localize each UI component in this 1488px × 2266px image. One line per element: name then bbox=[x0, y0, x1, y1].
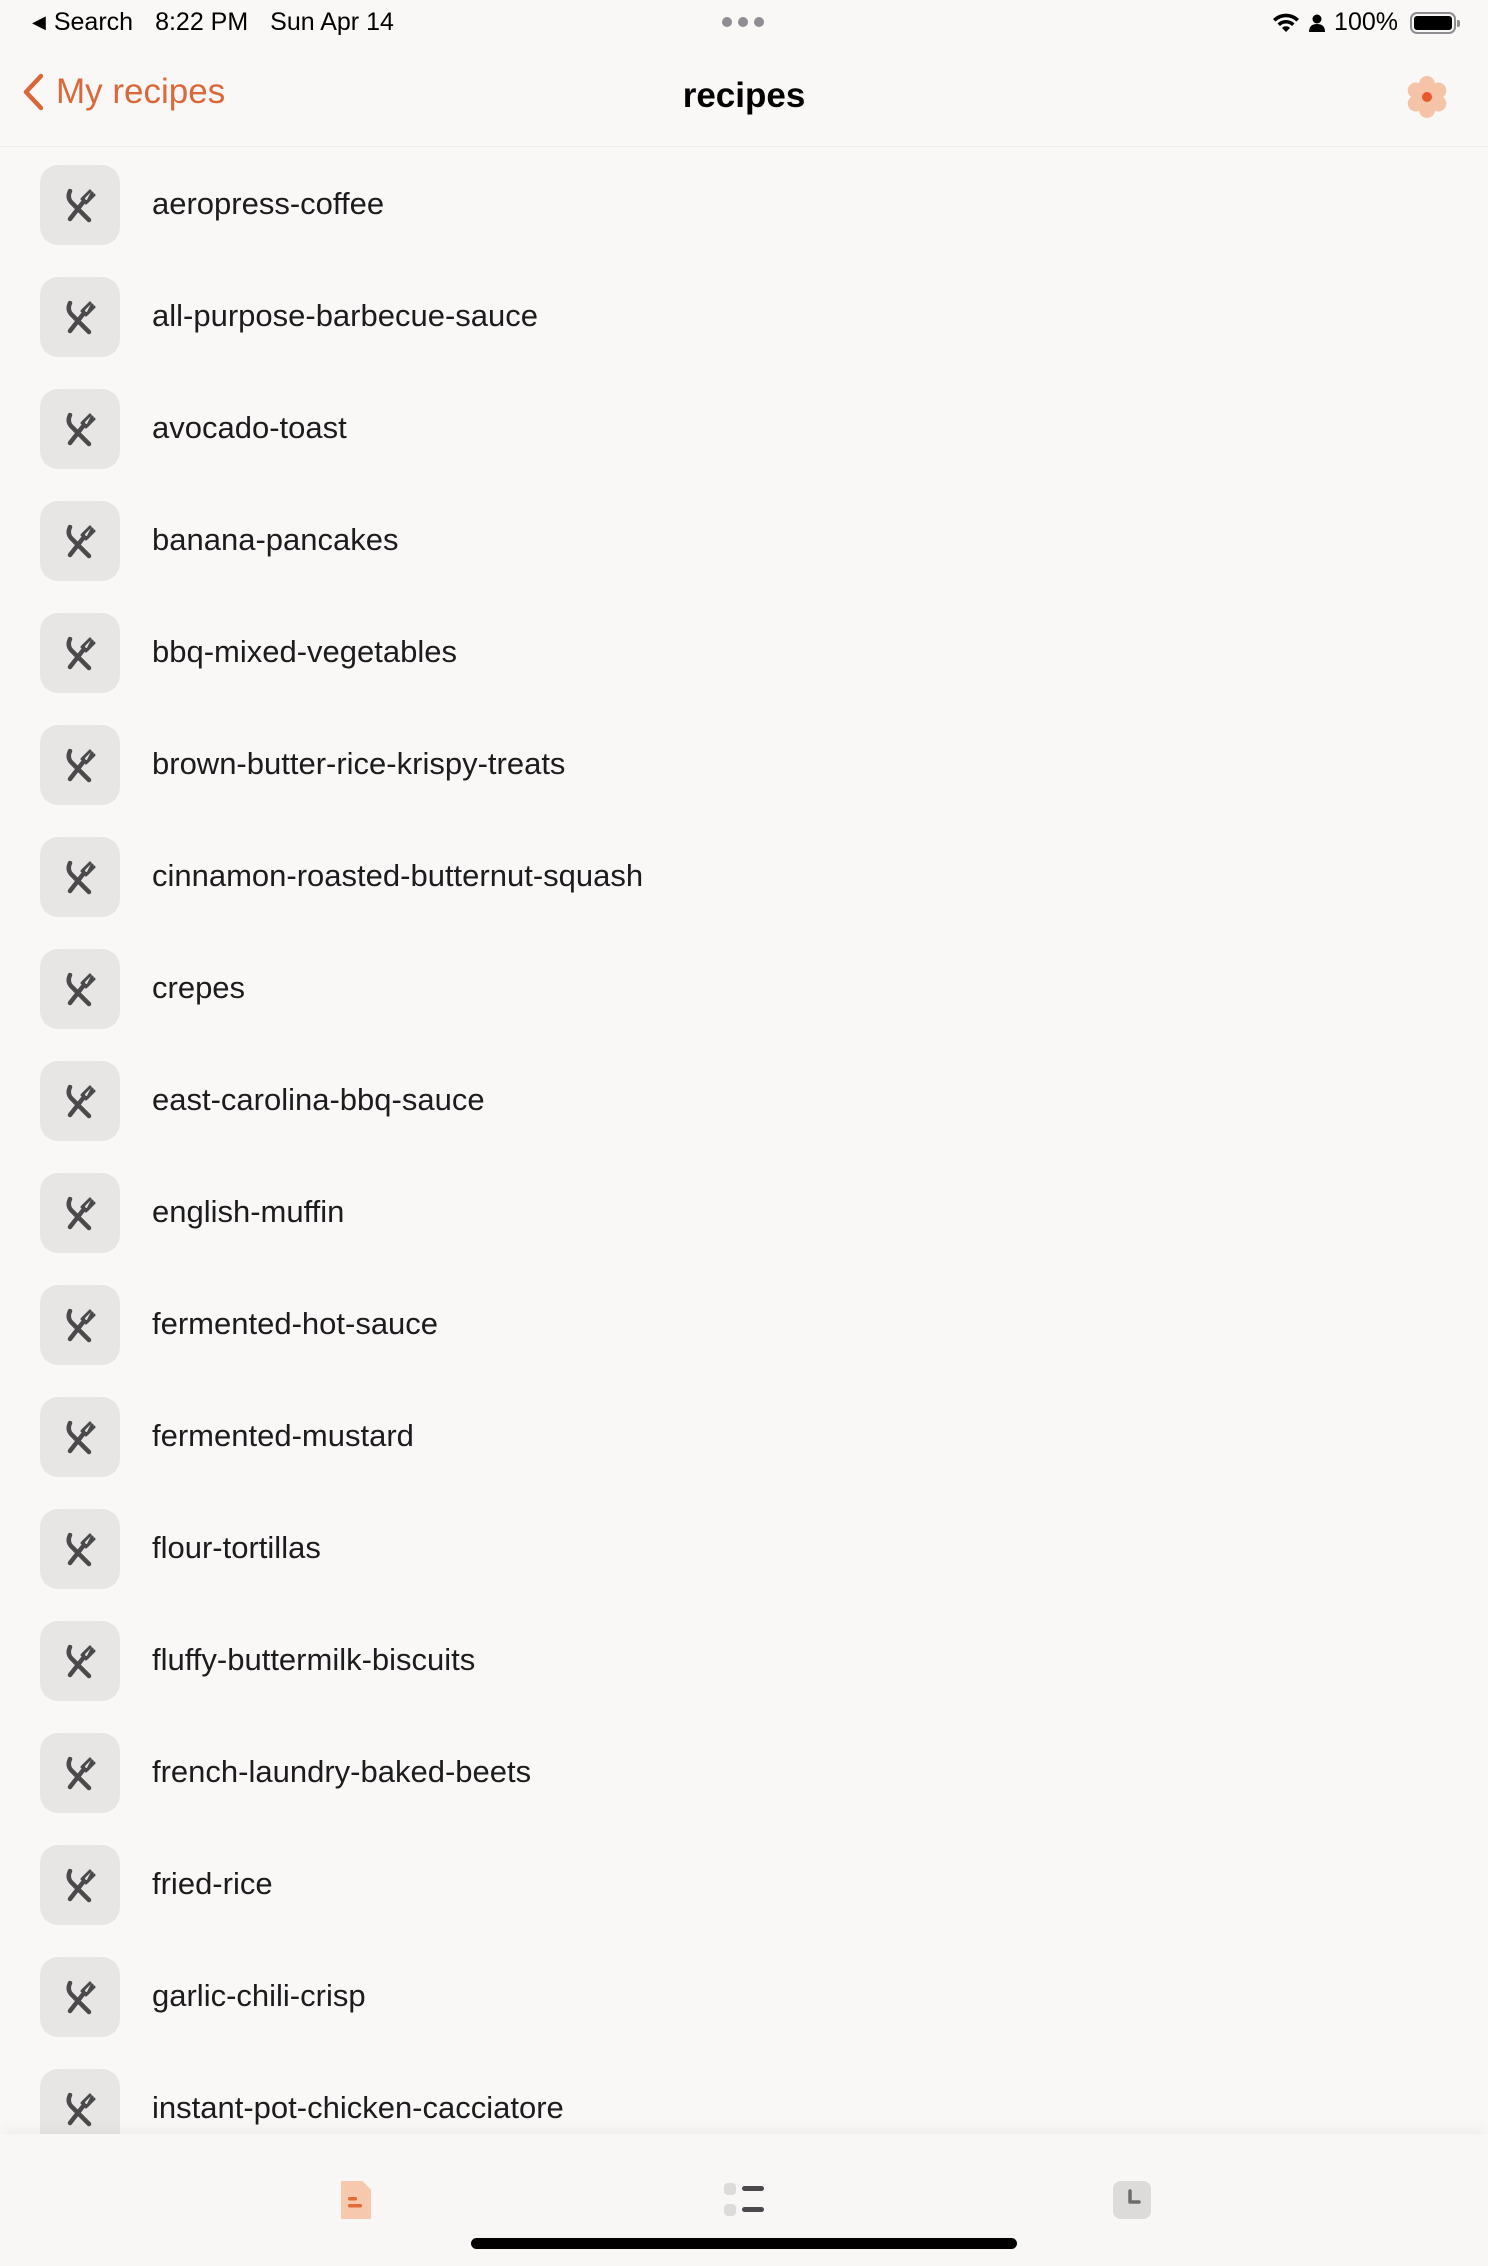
recipe-name: banana-pancakes bbox=[152, 522, 399, 557]
status-bar bbox=[0, 0, 1488, 48]
recipe-name: english-muffin bbox=[152, 1194, 345, 1229]
recipe-row[interactable] bbox=[0, 1606, 1488, 1718]
fork-knife-icon bbox=[40, 949, 120, 1029]
fork-knife-icon bbox=[40, 1061, 120, 1141]
home-indicator[interactable] bbox=[471, 2238, 1017, 2249]
recipe-name: aeropress-coffee bbox=[152, 186, 385, 221]
recipe-name: east-carolina-bbq-sauce bbox=[152, 1082, 485, 1117]
recipe-row[interactable] bbox=[0, 934, 1488, 1046]
recipe-row[interactable] bbox=[0, 1494, 1488, 1606]
settings-button[interactable] bbox=[1404, 74, 1450, 120]
recipe-name: fluffy-buttermilk-biscuits bbox=[152, 1642, 476, 1677]
tab-history[interactable] bbox=[1110, 2178, 1154, 2222]
status-date: Sun Apr 14 bbox=[270, 8, 394, 36]
recipe-name: crepes bbox=[152, 970, 246, 1005]
fork-knife-icon bbox=[40, 501, 120, 581]
recipe-name: brown-butter-rice-krispy-treats bbox=[152, 746, 566, 781]
battery-percent: 100% bbox=[1334, 8, 1398, 36]
fork-knife-icon bbox=[40, 1509, 120, 1589]
recipe-row[interactable] bbox=[0, 374, 1488, 486]
back-button-label: My recipes bbox=[56, 72, 226, 111]
recipe-name: garlic-chili-crisp bbox=[152, 1978, 366, 2013]
recipe-name: fermented-mustard bbox=[152, 1418, 414, 1453]
person-icon bbox=[1308, 13, 1326, 33]
recipe-name: flour-tortillas bbox=[152, 1530, 321, 1565]
back-to-app-caret-icon[interactable]: ◀ bbox=[32, 12, 46, 32]
recipe-name: bbq-mixed-vegetables bbox=[152, 634, 458, 669]
battery-icon bbox=[1410, 12, 1456, 34]
recipe-row[interactable] bbox=[0, 150, 1488, 262]
fork-knife-icon bbox=[40, 1173, 120, 1253]
fork-knife-icon bbox=[40, 725, 120, 805]
recipe-row[interactable] bbox=[0, 822, 1488, 934]
checklist-icon bbox=[722, 2178, 766, 2222]
recipe-row[interactable] bbox=[0, 486, 1488, 598]
recipe-list[interactable] bbox=[0, 150, 1488, 2134]
fork-knife-icon bbox=[40, 1957, 120, 2037]
fork-knife-icon bbox=[40, 389, 120, 469]
multitasking-menu-icon[interactable] bbox=[722, 17, 764, 27]
tab-recipes[interactable] bbox=[334, 2178, 378, 2222]
recipe-name: fried-rice bbox=[152, 1866, 273, 1901]
recipe-row[interactable] bbox=[0, 262, 1488, 374]
recipe-row[interactable] bbox=[0, 1270, 1488, 1382]
fork-knife-icon bbox=[40, 837, 120, 917]
fork-knife-icon bbox=[40, 2069, 120, 2134]
recipe-row[interactable] bbox=[0, 2054, 1488, 2134]
battery-fill bbox=[1414, 16, 1452, 30]
status-left bbox=[32, 8, 394, 37]
fork-knife-icon bbox=[40, 1845, 120, 1925]
recipe-name: fermented-hot-sauce bbox=[152, 1306, 439, 1341]
recipe-document-icon bbox=[334, 2178, 378, 2222]
page-title: recipes bbox=[682, 76, 806, 115]
tab-list[interactable] bbox=[722, 2178, 766, 2222]
recipe-row[interactable] bbox=[0, 598, 1488, 710]
fork-knife-icon bbox=[40, 1733, 120, 1813]
recipe-row[interactable] bbox=[0, 710, 1488, 822]
status-time: 8:22 PM bbox=[155, 8, 249, 36]
recipe-row[interactable] bbox=[0, 1718, 1488, 1830]
fork-knife-icon bbox=[40, 1285, 120, 1365]
recipe-row[interactable] bbox=[0, 1158, 1488, 1270]
navigation-bar bbox=[0, 50, 1488, 147]
back-to-app-label[interactable]: Search bbox=[53, 8, 134, 36]
recipe-row[interactable] bbox=[0, 1942, 1488, 2054]
fork-knife-icon bbox=[40, 1397, 120, 1477]
clock-icon bbox=[1110, 2178, 1154, 2222]
status-right bbox=[1272, 8, 1456, 37]
recipe-name: instant-pot-chicken-cacciatore bbox=[152, 2090, 564, 2125]
recipe-name: french-laundry-baked-beets bbox=[152, 1754, 532, 1789]
recipe-row[interactable] bbox=[0, 1830, 1488, 1942]
recipe-row[interactable] bbox=[0, 1382, 1488, 1494]
recipe-name: all-purpose-barbecue-sauce bbox=[152, 298, 539, 333]
fork-knife-icon bbox=[40, 1621, 120, 1701]
recipe-name: avocado-toast bbox=[152, 410, 347, 445]
fork-knife-icon bbox=[40, 165, 120, 245]
fork-knife-icon bbox=[40, 277, 120, 357]
fork-knife-icon bbox=[40, 613, 120, 693]
flower-gear-icon bbox=[1404, 74, 1450, 120]
recipe-row[interactable] bbox=[0, 1046, 1488, 1158]
wifi-icon bbox=[1272, 12, 1300, 34]
recipe-name: cinnamon-roasted-butternut-squash bbox=[152, 858, 644, 893]
